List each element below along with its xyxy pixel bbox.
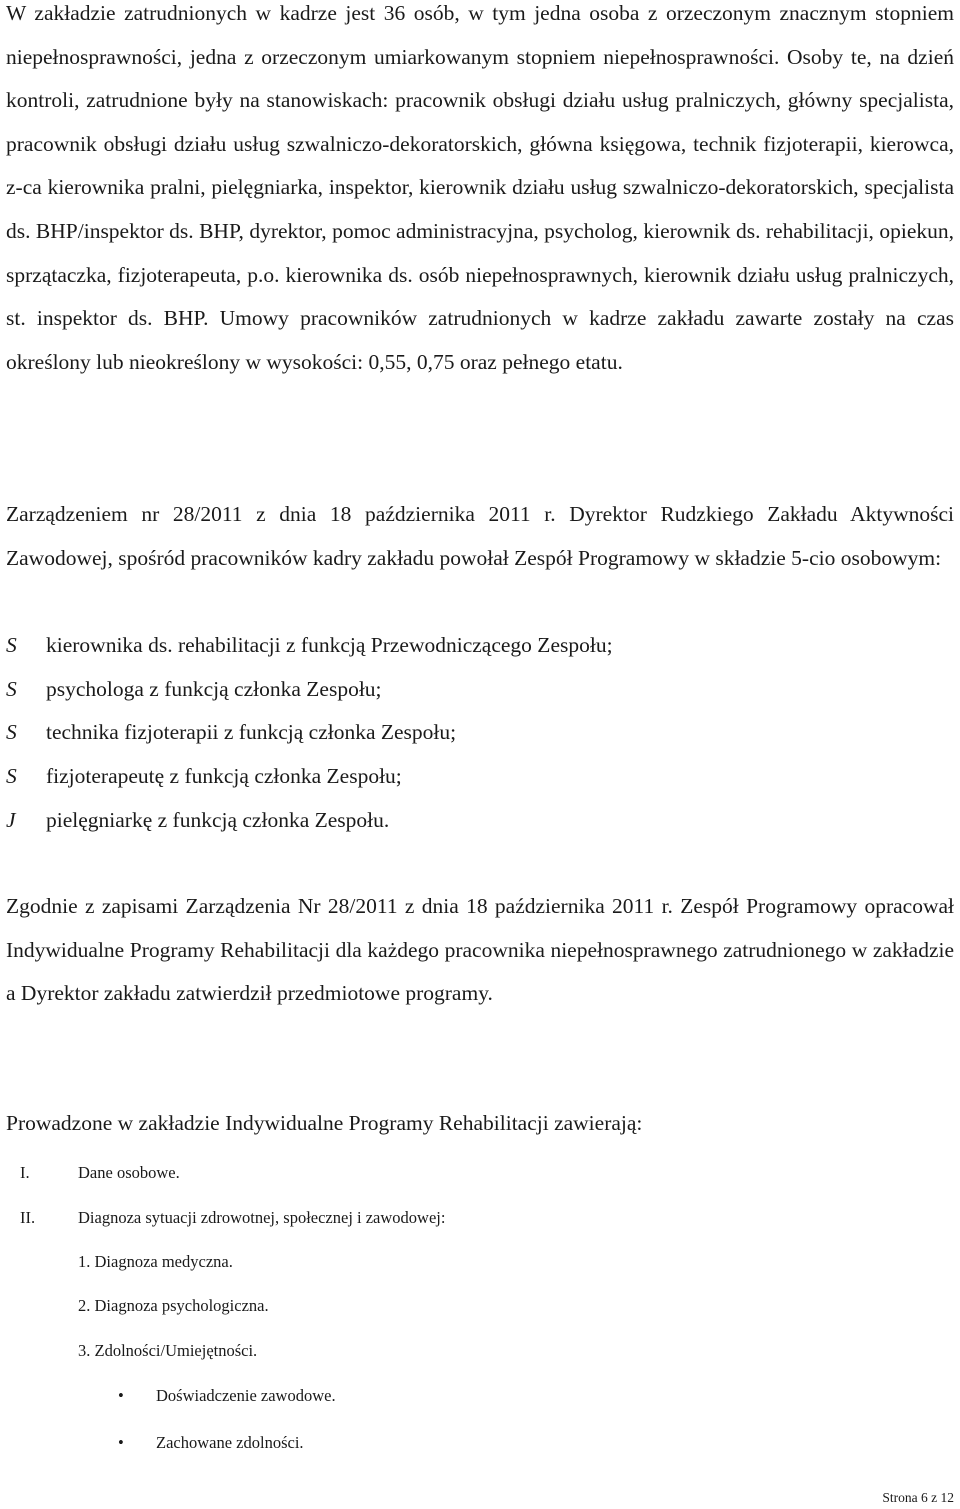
bullet-mark: S (6, 677, 17, 701)
list-item-text: Diagnoza sytuacji zdrowotnej, społecznej i zawodowej: (78, 1208, 446, 1227)
bullet-mark: S (6, 764, 17, 788)
bullet-mark: S (6, 633, 17, 657)
paragraph-contents-intro: Prowadzone w zakładzie Indywidualne Programy Rehabilitacji zawierają: (6, 1111, 643, 1135)
numbered-list-item: 2. Diagnoza psychologiczna. (78, 1296, 269, 1315)
list-item-text: Dane osobowe. (78, 1163, 180, 1182)
list-item-text: Doświadczenie zawodowe. (156, 1386, 336, 1405)
bullet-dot-icon: • (118, 1433, 124, 1452)
team-member-item (6, 674, 382, 704)
roman-numeral: II. (20, 1208, 36, 1227)
bullet-dot-icon: • (118, 1386, 124, 1405)
bullet-mark: J (6, 808, 16, 832)
team-member-text: fizjoterapeutę z funkcją członka Zespołu; (46, 764, 402, 788)
bullet-list-item (118, 1385, 336, 1407)
team-member-item (6, 761, 402, 791)
bullet-mark: S (6, 720, 17, 744)
team-member-item (6, 630, 613, 660)
team-member-text: pielęgniarkę z funkcją członka Zespołu. (46, 808, 390, 832)
team-member-text: psychologa z funkcją członka Zespołu; (46, 677, 382, 701)
list-item-text: Zachowane zdolności. (156, 1433, 304, 1452)
numbered-list-item: 1. Diagnoza medyczna. (78, 1252, 233, 1271)
paragraph-ordinance: Zarządzeniem nr 28/2011 z dnia 18 października 2011 r. Dyrektor Rudzkiego Zakładu Aktywności Zawodowej, spośród pracowników kadry zakładu powołał Zespół Programowy w składzie 5-cio osobowym: (6, 502, 954, 570)
team-member-text: technika fizjoterapii z funkcją członka Zespołu; (46, 720, 457, 744)
team-member-item (6, 717, 456, 747)
paragraph-employment: W zakładzie zatrudnionych w kadrze jest 36 osób, w tym jedna osoba z orzeczonym znacznym stopniem niepełnosprawności, jedna z orzeczonym umiarkowanym stopniem niepełnosprawności. Osoby te, na dzień kontroli, zatrudnione były na stanowiskach: pracownik obsługi działu usług pralniczych, główny specjalista, pracownik obsługi działu usług szwalniczo-dekoratorskich, główna księgowa, technik fizjoterapii, kierowca, z-ca kierownika pralni, pielęgniarka, inspektor, kierownik działu usług szwalniczo-dekoratorskich, specjalista ds. BHP/inspektor ds. BHP, dyrektor, pomoc administracyjna, psycholog, kierownik ds. rehabilitacji, opiekun, sprzątaczka, fizjoterapeuta, p.o. kierownika ds. osób niepełnosprawnych, kierownik działu usług pralniczych, st. inspektor ds. BHP. Umowy pracowników zatrudnionych w kadrze zakładu zawarte zostały na czas określony lub nieokreślony w wysokości: 0,55, 0,75 oraz pełnego etatu. (6, 1, 954, 374)
numbered-list-item: 3. Zdolności/Umiejętności. (78, 1341, 258, 1360)
page-number: Strona 6 z 12 (882, 1490, 954, 1505)
paragraph-programs: Zgodnie z zapisami Zarządzenia Nr 28/2011 z dnia 18 października 2011 r. Zespół Programowy opracował Indywidualne Programy Rehabilitacji dla każdego pracownika niepełnosprawnego zatrudnionego w zakładzie a Dyrektor zakładu zatwierdził przedmiotowe programy. (6, 894, 954, 1006)
roman-numeral: I. (20, 1163, 30, 1182)
team-member-text: kierownika ds. rehabilitacji z funkcją Przewodniczącego Zespołu; (46, 633, 613, 657)
team-member-item (6, 805, 389, 835)
bullet-list-item (118, 1432, 304, 1454)
